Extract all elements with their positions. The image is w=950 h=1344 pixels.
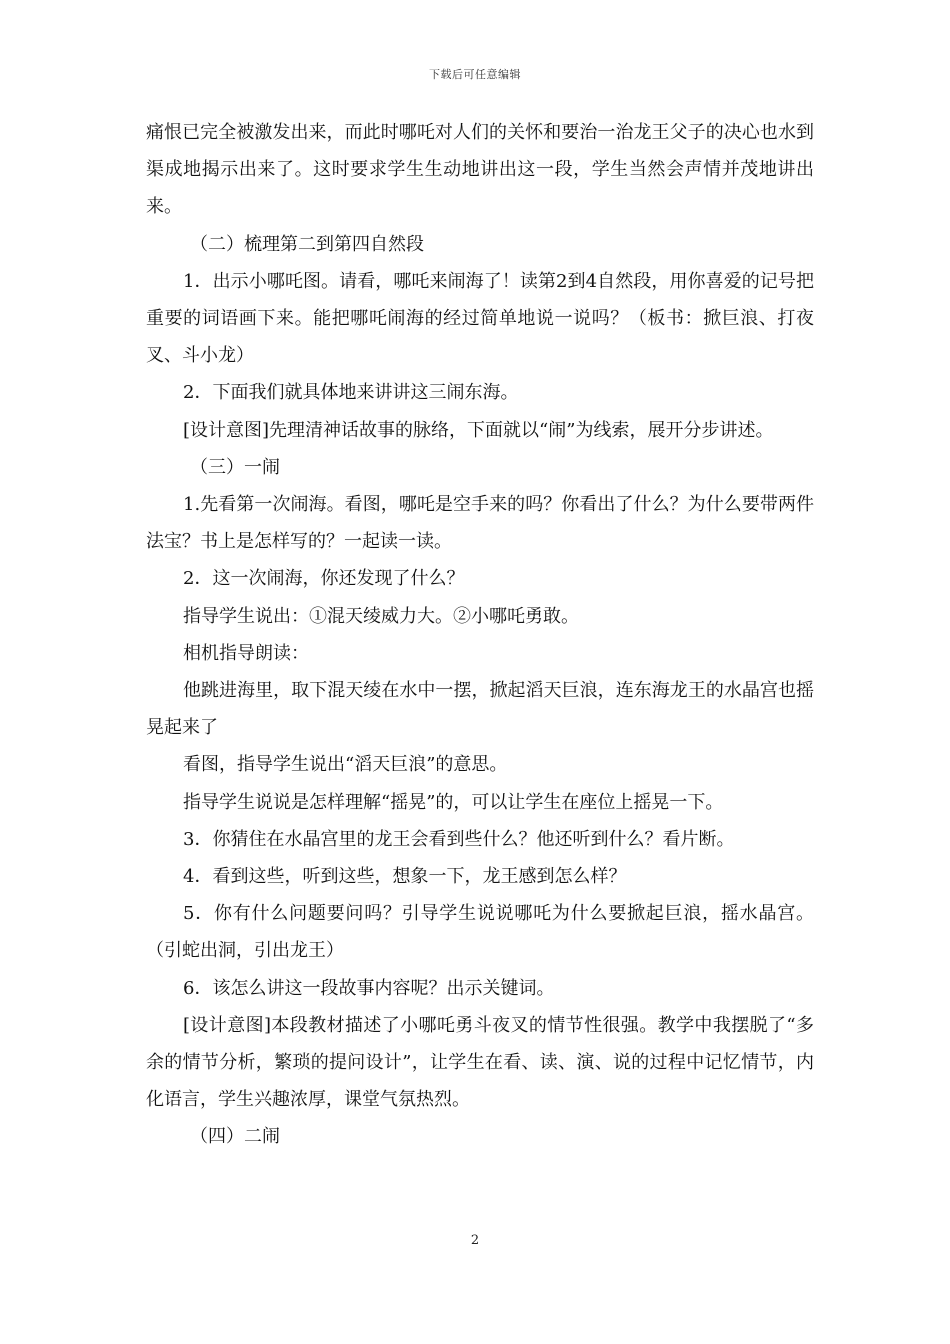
document-body [146,114,814,1156]
paragraph-step-1: 1．出示小哪吒图。请看，哪吒来闹海了！读第2到4自然段，用你喜爱的记号把重要的词语画下来。能把哪吒闹海的经过简单地说一说吗？（板书：掀巨浪、打夜叉、斗小龙） [146,270,814,367]
design-intent-1: [设计意图]先理清神话故事的脉络，下面就以“闹”为线索，展开分步讲述。 [183,419,774,441]
paragraph-picture-guide: 看图，指导学生说出“滔天巨浪”的意思。 [183,754,508,776]
paragraph-continuation: 痛恨已完全被激发出来，而此时哪吒对人们的关怀和要治一治龙王父子的决心也水到渠成地揭示出来了。这时要求学生生动地讲出这一段，学生当然会声情并茂地讲出来。 [146,122,814,218]
paragraph-guide-students: 指导学生说出：①混天绫威力大。②小哪吒勇敢。 [183,605,579,627]
paragraph-step-5: 5．你有什么问题要问吗？引导学生说说哪吒为什么要掀起巨浪，摇水晶宫。（引蛇出洞，引出龙王） [146,903,814,962]
section-heading-3: （三）一闹 [190,456,280,478]
paragraph-step-4: 4．看到这些，听到这些，想象一下，龙王感到怎么样？ [183,866,627,888]
paragraph-first-disturbance-2: 2．这一次闹海，你还发现了什么？ [183,568,465,590]
page-number: 2 [470,1233,480,1248]
paragraph-quote: 他跳进海里，取下混天绫在水中一摆，掀起滔天巨浪，连东海龙王的水晶宫也摇晃起来了 [146,680,814,739]
design-intent-2: [设计意图]本段教材描述了小哪吒勇斗夜叉的情节性很强。教学中我摆脱了“多余的情节分析，繁琐的提问设计”，让学生在看、读、演、说的过程中记忆情节，内化语言，学生兴趣浓厚，课堂气氛热烈。 [146,1014,814,1111]
paragraph-first-disturbance-1: 1.先看第一次闹海。看图，哪吒是空手来的吗？你看出了什么？为什么要带两件法宝？书上是怎样写的？一起读一读。 [146,494,814,553]
paragraph-step-2: 2．下面我们就具体地来讲讲这三闹东海。 [183,382,519,404]
paragraph-step-3: 3．你猜住在水晶宫里的龙王会看到些什么？他还听到什么？看片断。 [183,828,735,850]
section-heading-4: （四）二闹 [190,1126,280,1148]
section-heading-2: （二）梳理第二到第四自然段 [190,233,424,255]
paragraph-step-6: 6．该怎么讲这一段故事内容呢？出示关键词。 [183,977,555,999]
paragraph-shaking-guide: 指导学生说说是怎样理解“摇晃”的，可以让学生在座位上摇晃一下。 [183,791,724,813]
page-header: 下载后可任意编辑 [429,68,521,81]
paragraph-guide-reading: 相机指导朗读： [183,642,309,664]
